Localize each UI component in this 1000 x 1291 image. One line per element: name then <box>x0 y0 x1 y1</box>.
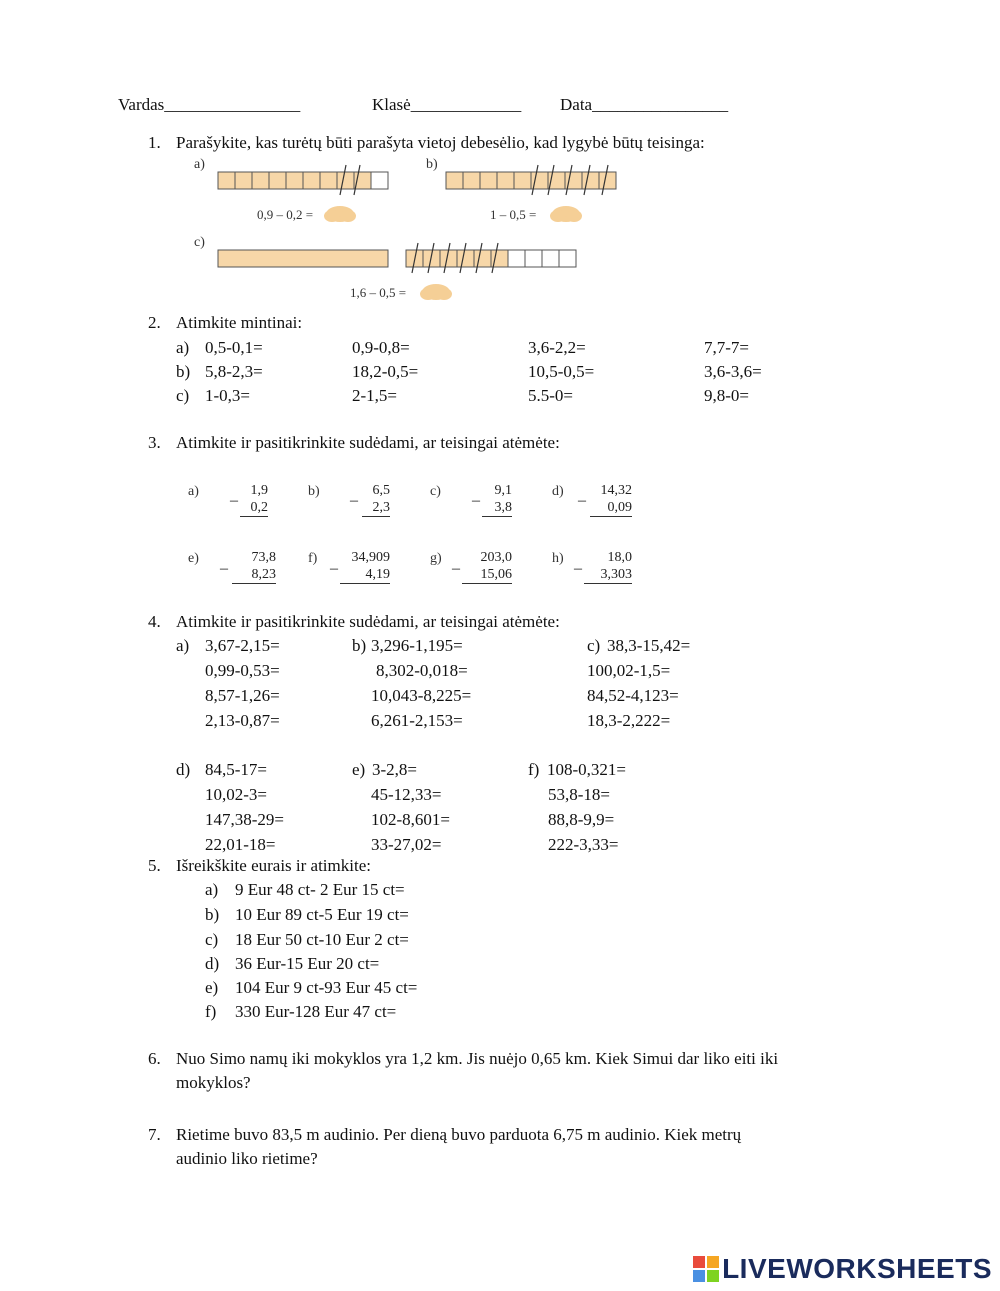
q3-column-subtraction-g: 203,0 15,06 <box>462 549 512 584</box>
q5-item: 36 Eur-15 Eur 20 ct= <box>235 954 380 973</box>
q5-item-label: e) <box>205 978 219 997</box>
q5-item-label: d) <box>205 954 220 973</box>
q4-cell: 102-8,601= <box>371 810 450 829</box>
q5-item: 18 Eur 50 ct-10 Eur 2 ct= <box>235 930 409 949</box>
q2-number: 2. <box>148 313 161 332</box>
q5-item: 9 Eur 48 ct- 2 Eur 15 ct= <box>235 880 405 899</box>
q7-text-line1: Rietime buvo 83,5 m audinio. Per dieną buvo parduota 6,75 m audinio. Kiek metrų <box>176 1125 742 1144</box>
cloud-icon <box>550 206 582 222</box>
q2-cell: 7,7-7= <box>704 338 749 357</box>
q5-number: 5. <box>148 856 161 875</box>
q2-cell: 3,6-3,6= <box>704 362 762 381</box>
q2-text: Atimkite mintinai: <box>176 313 303 332</box>
q4-cell: 84,52-4,123= <box>587 686 679 705</box>
q3-column-subtraction-a: 1,9 0,2 <box>240 482 268 517</box>
name-field-label: Vardas________________ <box>118 95 301 114</box>
q2-row-b-label: b) <box>176 362 191 381</box>
q2-cell: 5.5-0= <box>528 386 573 405</box>
bar-c <box>218 243 576 273</box>
q3-letter: d) <box>552 484 564 499</box>
cloud-icon <box>324 206 356 222</box>
q3-column-subtraction-h: 18,0 3,303 <box>584 549 632 584</box>
q1-bars-svg <box>190 155 640 305</box>
class-field-label: Klasė_____________ <box>372 95 522 114</box>
q4-label-e: e) <box>352 760 366 779</box>
liveworksheets-logo-icon <box>693 1256 719 1282</box>
minus-sign: – <box>472 492 480 509</box>
q4-cell: 3,67-2,15= <box>205 636 280 655</box>
q2-cell: 18,2-0,5= <box>352 362 419 381</box>
q4-cell: 3-2,8= <box>372 760 417 779</box>
liveworksheets-logo-text: LIVEWORKSHEETS <box>722 1253 992 1284</box>
q3-text: Atimkite ir pasitikrinkite sudėdami, ar teisingai atėmėte: <box>176 433 560 452</box>
q3-number: 3. <box>148 433 161 452</box>
liveworksheets-logo <box>693 1253 992 1285</box>
q4-cell: 3,296-1,195= <box>371 636 463 655</box>
q3-letter: c) <box>430 484 441 499</box>
minus-sign: – <box>330 560 338 577</box>
q5-item-label: a) <box>205 880 219 899</box>
q4-cell: 45-12,33= <box>371 785 442 804</box>
q1-text: Parašykite, kas turėtų būti parašyta vietoj debesėlio, kad lygybė būtų teisinga: <box>176 133 705 152</box>
q5-item-label: c) <box>205 930 219 949</box>
q2-cell: 0,9-0,8= <box>352 338 410 357</box>
q3-letter: f) <box>308 551 318 566</box>
q5-item: 330 Eur-128 Eur 47 ct= <box>235 1002 397 1021</box>
q3-letter: b) <box>308 484 320 499</box>
q4-label-f: f) <box>528 760 540 779</box>
q3-column-subtraction-e: 73,8 8,23 <box>232 549 276 584</box>
q5-item-label: b) <box>205 905 220 924</box>
q3-letter: a) <box>188 484 199 499</box>
q4-cell: 0,99-0,53= <box>205 661 280 680</box>
q3-letter: g) <box>430 551 442 566</box>
q4-label-a: a) <box>176 636 190 655</box>
q2-cell: 3,6-2,2= <box>528 338 586 357</box>
q1-expression-b: 1 – 0,5 = <box>490 207 537 222</box>
q4-label-d: d) <box>176 760 191 779</box>
q2-cell: 0,5-0,1= <box>205 338 263 357</box>
q4-cell: 22,01-18= <box>205 835 276 854</box>
q4-number: 4. <box>148 612 161 631</box>
q4-cell: 100,02-1,5= <box>587 661 671 680</box>
q4-label-b: b) <box>352 636 367 655</box>
q3-letter: e) <box>188 551 199 566</box>
q4-cell: 88,8-9,9= <box>548 810 615 829</box>
q5-item: 10 Eur 89 ct-5 Eur 19 ct= <box>235 905 409 924</box>
q2-cell: 1-0,3= <box>205 386 250 405</box>
minus-sign: – <box>350 492 358 509</box>
q1-expression-c: 1,6 – 0,5 = <box>350 285 407 300</box>
q3-column-subtraction-c: 9,1 3,8 <box>482 482 512 517</box>
q4-cell: 8,302-0,018= <box>376 661 468 680</box>
q1-letter-c: c) <box>194 235 205 250</box>
q1-number: 1. <box>148 133 161 152</box>
q6-number: 6. <box>148 1049 161 1068</box>
q7-number: 7. <box>148 1125 161 1144</box>
q3-column-subtraction-d: 14,32 0,09 <box>590 482 632 517</box>
q4-text: Atimkite ir pasitikrinkite sudėdami, ar teisingai atėmėte: <box>176 612 560 631</box>
bar-a <box>218 165 388 195</box>
q4-cell: 53,8-18= <box>548 785 610 804</box>
q4-cell: 84,5-17= <box>205 760 267 779</box>
minus-sign: – <box>230 492 238 509</box>
q2-cell: 10,5-0,5= <box>528 362 595 381</box>
q2-row-c-label: c) <box>176 386 190 405</box>
q4-cell: 10,02-3= <box>205 785 267 804</box>
q2-cell: 2-1,5= <box>352 386 397 405</box>
minus-sign: – <box>574 560 582 577</box>
q4-cell: 147,38-29= <box>205 810 284 829</box>
minus-sign: – <box>452 560 460 577</box>
cloud-icon <box>420 284 452 300</box>
q6-text-line1: Nuo Simo namų iki mokyklos yra 1,2 km. Jis nuėjo 0,65 km. Kiek Simui dar liko eiti iki <box>176 1049 779 1068</box>
q4-cell: 8,57-1,26= <box>205 686 280 705</box>
q3-letter: h) <box>552 551 564 566</box>
q1-letter-b: b) <box>426 157 438 172</box>
q4-cell: 222-3,33= <box>548 835 619 854</box>
q6-text-line2: mokyklos? <box>176 1073 251 1092</box>
q4-cell: 6,261-2,153= <box>371 711 463 730</box>
q2-row-a-label: a) <box>176 338 190 357</box>
q4-cell: 33-27,02= <box>371 835 442 854</box>
q5-item-label: f) <box>205 1002 217 1021</box>
minus-sign: – <box>578 492 586 509</box>
q4-cell: 38,3-15,42= <box>607 636 691 655</box>
q4-cell: 108-0,321= <box>547 760 626 779</box>
q7-text-line2: audinio liko rietime? <box>176 1149 318 1168</box>
q4-cell: 18,3-2,222= <box>587 711 671 730</box>
q3-column-subtraction-b: 6,5 2,3 <box>362 482 390 517</box>
q1-expression-a: 0,9 – 0,2 = <box>257 207 314 222</box>
q4-label-c: c) <box>587 636 601 655</box>
q4-cell: 10,043-8,225= <box>371 686 472 705</box>
q3-column-subtraction-f: 34,909 4,19 <box>340 549 390 584</box>
q5-text: Išreikškite eurais ir atimkite: <box>176 856 371 875</box>
q1-letter-a: a) <box>194 157 205 172</box>
date-field-label: Data________________ <box>560 95 729 114</box>
q4-cell: 2,13-0,87= <box>205 711 280 730</box>
minus-sign: – <box>220 560 228 577</box>
q5-item: 104 Eur 9 ct-93 Eur 45 ct= <box>235 978 418 997</box>
bar-b <box>446 165 616 195</box>
q1-figure <box>190 155 640 305</box>
q2-cell: 9,8-0= <box>704 386 749 405</box>
q2-cell: 5,8-2,3= <box>205 362 263 381</box>
